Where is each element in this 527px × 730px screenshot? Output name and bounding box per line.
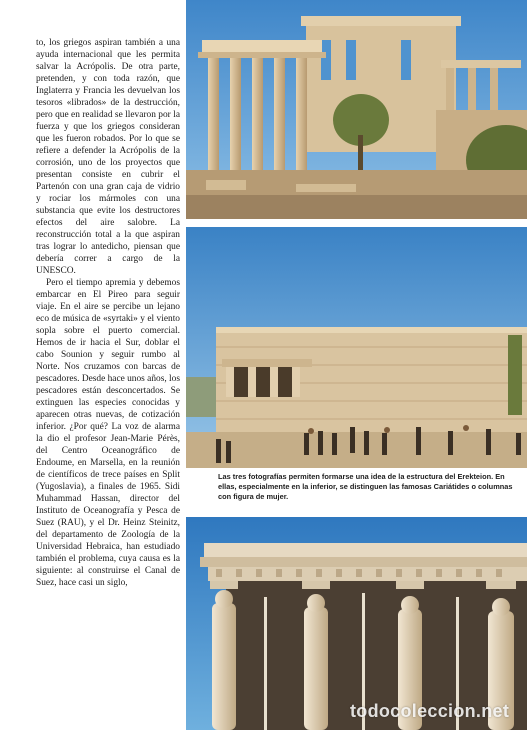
- watermark-text: todocoleccion.net: [350, 701, 510, 721]
- photo-erechtheion-portico-image: [186, 0, 527, 219]
- photo-caryatids: [186, 517, 527, 730]
- photo-caryatids-image: [186, 517, 527, 730]
- photo-erechtheion-portico: [186, 0, 527, 219]
- article-paragraph-1: to, los griegos aspiran también a una ayuda internacional que les permita salvar la Acrópolis. De otra parte, pretenden, y con toda razón, que Inglaterra y Francia les devuelvan los tesoros «librados» de la destrucción, pero que en realidad se llevaron por la fuerza y que los griegos consideran que les fueron robados. Por lo que se refiere a defender la Acrópolis de la corrosión, uno de los proyectos que presentan consiste en cubrir el Partenón con una gran caja de vidrio y rociar los mármoles con una substancia que evite los destructores efectos del aire salobre. La reconstrucción total a la que aspiran tras lograr lo antedicho, piensan que debería correr a cargo de la UNESCO.: [36, 38, 180, 276]
- photo-erechtheion-south: [186, 227, 527, 468]
- article-paragraph-2: Pero el tiempo apremia y debemos embarcar en El Pireo para seguir viaje. En el aire se percibe un lejano eco de música de «syrtaki» y el viento sopla sobre el puerto comercial. Hemos de ir hacia el Sur, doblar el cabo Sounion y seguir rumbo al Norte. Nos cruzamos con barcas de pescadores. Desde hace unos años, los pescadores están desconcertados. Se extinguen las especies conocidas y aparecen otras nuevas, de cotización inferior. ¿Por qué? La voz de alarma la dio el profesor Jean-Marie Pérès, del Centro Oceanográfico de Endoume, en Marsella, en la reunión de científicos de trece países en Split (Yugoslavia), a finales de 1965. Sidi Muhammad Hassan, director del Instituto de Oceanografía y Pesca de Suez (RAU), y el Dr. Heinz Steinitz, del departamento de Zoología de la Universidad Hebraica, han estudiado también el problema, cuya causa es la siguiente: al construirse el Canal de Suez, hace casi un siglo,: [36, 278, 180, 588]
- photo-erechtheion-south-image: [186, 227, 527, 468]
- article-text-column: [36, 37, 180, 589]
- photo-caption: Las tres fotografías permiten formarse una idea de la estructura del Erekteion. En ellas, especialmente en la inferior, se distinguen las famosas Cariátides o columnas con figura de mujer.: [218, 472, 513, 501]
